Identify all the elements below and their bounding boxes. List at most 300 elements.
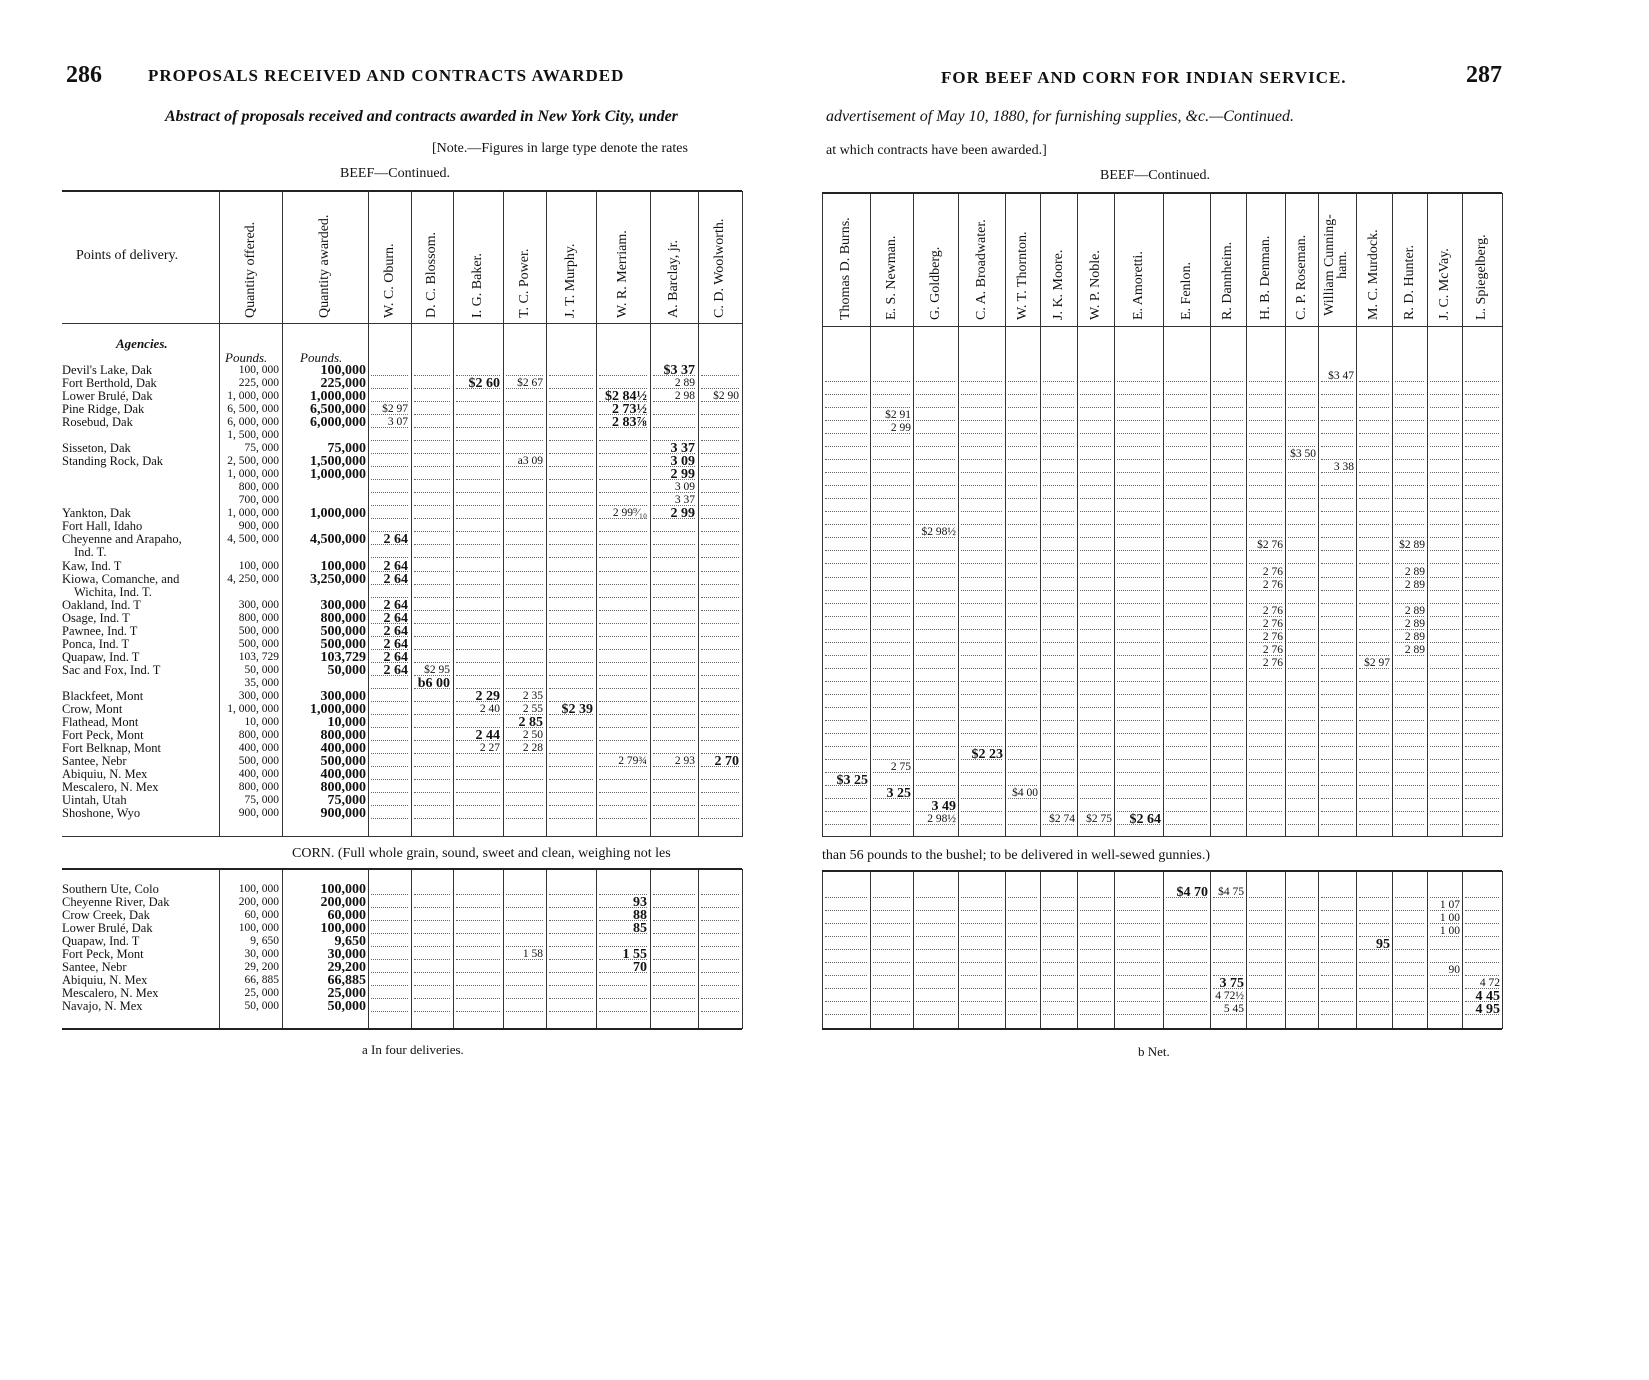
leader-dots [1213,746,1243,747]
right-col-rule [1246,871,1247,1029]
leader-dots [1043,563,1074,564]
leader-dots [414,636,450,637]
right-col-rule [822,871,823,1029]
leader-dots [506,998,543,999]
left-col-rule [453,869,454,1029]
agencies-label: Agencies. [116,336,168,351]
leader-dots [1166,681,1207,682]
leader-dots [1321,577,1353,578]
beef-bid-rate: 2 64 [383,532,408,547]
leader-dots [1080,772,1111,773]
left-col-rule [650,869,651,1029]
leader-dots [371,597,408,598]
leader-dots [371,946,408,947]
leader-dots [1395,603,1424,604]
left-col-rule [368,191,369,837]
leader-dots [1080,910,1111,911]
left-column-header: A. Barclay, jr. [666,239,681,318]
leader-dots [1359,811,1389,812]
leader-dots [1395,1014,1424,1015]
leader-dots [873,936,910,937]
beef-bid-rate: $3 50 [1290,448,1316,460]
leader-dots [1008,746,1037,747]
leader-dots [506,544,543,545]
leader-dots [456,479,500,480]
leader-dots [916,446,955,447]
leader-dots [1321,910,1353,911]
pounds-label-offered: Pounds. [225,350,268,365]
leader-dots [1321,897,1353,898]
leader-dots [506,701,543,702]
leader-dots [414,740,450,741]
corn-point-of-delivery: Cheyenne River, Dak [62,895,170,909]
leader-dots [1321,629,1353,630]
leader-dots [1117,563,1160,564]
leader-dots [506,688,543,689]
leader-dots [1430,407,1459,408]
leader-dots [371,766,408,767]
beef-point-of-delivery: Quapaw, Ind. T [62,650,140,664]
leader-dots [1249,498,1282,499]
leader-dots [1043,420,1074,421]
leader-dots [549,740,593,741]
leader-dots [599,414,647,415]
beef-quantity-offered: 800, 000 [238,781,279,793]
leader-dots [961,550,1002,551]
leader-dots [653,985,695,986]
leader-dots [1249,772,1282,773]
left-col-rule [596,191,597,837]
leader-dots [873,498,910,499]
corn-quantity-offered: 66, 885 [244,974,279,986]
leader-dots [1043,720,1074,721]
leader-dots [506,518,543,519]
leader-dots [414,805,450,806]
leader-dots [599,505,647,506]
leader-dots [653,894,695,895]
leader-dots [1080,1014,1111,1015]
leader-dots [506,714,543,715]
leader-dots [371,727,408,728]
leader-dots [599,518,647,519]
right-col-rule [1356,193,1357,837]
leader-dots [653,636,695,637]
leader-dots [1008,681,1037,682]
leader-dots [1166,590,1207,591]
leader-dots [1117,988,1160,989]
leader-dots [506,792,543,793]
leader-dots [1213,785,1243,786]
leader-dots [701,985,739,986]
leader-dots [599,805,647,806]
corn-quantity-awarded: 9,650 [334,934,366,949]
leader-dots [825,407,867,408]
leader-dots [1117,923,1160,924]
leader-dots [549,818,593,819]
leader-dots [549,518,593,519]
leader-dots [1117,577,1160,578]
leader-dots [701,531,739,532]
leader-dots [1249,407,1282,408]
leader-dots [701,492,739,493]
leader-dots [456,375,500,376]
leader-dots [961,897,1002,898]
leader-dots [916,381,955,382]
right-table-bottom-rule [822,1028,1502,1030]
beef-bid-rate: 2 44 [475,728,500,743]
leader-dots [1043,550,1074,551]
left-footnote: a In four deliveries. [362,1042,464,1057]
leader-dots [1166,459,1207,460]
beef-bid-rate: 3 37 [670,441,695,456]
left-header-rule [62,323,742,324]
leader-dots [414,818,450,819]
leader-dots [961,420,1002,421]
leader-dots [653,727,695,728]
right-col-rule [870,193,871,837]
leader-dots [701,597,739,598]
leader-dots [371,557,408,558]
leader-dots [1213,563,1243,564]
leader-dots [916,590,955,591]
leader-dots [1166,962,1207,963]
leader-dots [825,394,867,395]
corn-quantity-awarded: 200,000 [320,895,366,910]
leader-dots [961,910,1002,911]
leader-dots [1117,910,1160,911]
leader-dots [1080,381,1111,382]
leader-dots [916,550,955,551]
leader-dots [599,818,647,819]
leader-dots [549,714,593,715]
beef-quantity-awarded: 1,000,000 [310,389,366,404]
leader-dots [549,544,593,545]
leader-dots [1008,772,1037,773]
leader-dots [873,1001,910,1002]
leader-dots [825,707,867,708]
leader-dots [549,440,593,441]
leader-dots [456,571,500,572]
leader-dots [1043,975,1074,976]
beef-quantity-offered: 4, 500, 000 [227,533,279,545]
leader-dots [961,524,1002,525]
leader-dots [1166,694,1207,695]
leader-dots [506,740,543,741]
leader-dots [414,766,450,767]
leader-dots [456,946,500,947]
leader-dots [1430,433,1459,434]
leader-dots [1213,798,1243,799]
leader-dots [916,936,955,937]
leader-dots [873,394,910,395]
leader-dots [1321,420,1353,421]
leader-dots [1430,420,1459,421]
leader-dots [701,688,739,689]
leader-dots [1288,759,1315,760]
leader-dots [1395,394,1424,395]
right-column-header: C. A. Broadwater. [973,219,989,320]
leader-dots [1043,655,1074,656]
leader-dots [1080,681,1111,682]
leader-dots [549,427,593,428]
beef-quantity-offered: 1, 000, 000 [227,390,279,402]
leader-dots [1465,433,1499,434]
leader-dots [549,597,593,598]
beef-quantity-awarded: 225,000 [320,376,366,391]
leader-dots [1321,772,1353,773]
leader-dots [1288,394,1315,395]
leader-dots [1166,910,1207,911]
beef-quantity-awarded: 103,729 [320,650,366,665]
beef-bid-rate: 2 76 [1262,618,1283,630]
leader-dots [1465,381,1499,382]
leader-dots [1395,785,1424,786]
leader-dots [1465,446,1499,447]
leader-dots [1359,733,1389,734]
leader-dots [1288,616,1315,617]
leader-dots [961,824,1002,825]
leader-dots [825,642,867,643]
beef-point-of-delivery: Mescalero, N. Mex [62,780,159,794]
leader-dots [916,603,955,604]
corn-bid-rate: $4 70 [1176,885,1208,900]
beef-bid-rate: $2 67 [517,377,543,389]
leader-dots [456,818,500,819]
beef-bid-rate: 3 49 [931,799,956,814]
leader-dots [1430,459,1459,460]
leader-dots [599,920,647,921]
leader-dots [506,597,543,598]
leader-dots [873,962,910,963]
leader-dots [1213,811,1243,812]
beef-bid-rate: 2 28 [522,742,543,754]
leader-dots [916,472,955,473]
leader-dots [1117,537,1160,538]
leader-dots [961,616,1002,617]
leader-dots [1213,962,1243,963]
leader-dots [1321,407,1353,408]
beef-bid-rate: $2 98½ [921,526,956,538]
leader-dots [916,1001,955,1002]
beef-bid-rate: 2 89 [1404,618,1425,630]
leader-dots [1117,668,1160,669]
leader-dots [506,753,543,754]
leader-dots [456,388,500,389]
leader-dots [371,518,408,519]
leader-dots [1465,910,1499,911]
corn-bid-rate: 93 [633,895,647,910]
leader-dots [371,818,408,819]
leader-dots [1249,962,1282,963]
leader-dots [916,785,955,786]
leader-dots [549,753,593,754]
beef-bid-rate: $2 60 [468,376,500,391]
leader-dots [371,401,408,402]
leader-dots [1008,707,1037,708]
leader-dots [414,792,450,793]
leader-dots [1288,550,1315,551]
leader-dots [549,557,593,558]
leader-dots [653,972,695,973]
leader-dots [1249,394,1282,395]
beef-quantity-awarded: 100,000 [320,363,366,378]
leader-dots [653,453,695,454]
left-col-rule [282,191,283,837]
leader-dots [1166,498,1207,499]
left-column-header: D. C. Blossom. [424,232,439,318]
beef-point-of-delivery: Osage, Ind. T [62,611,130,625]
left-section-title: BEEF—Continued. [340,166,451,181]
leader-dots [1359,433,1389,434]
beef-quantity-offered: 100, 000 [238,364,279,376]
beef-bid-rate: 3 38 [1333,461,1354,473]
leader-dots [1080,511,1111,512]
leader-dots [1008,433,1037,434]
leader-dots [1043,394,1074,395]
leader-dots [701,662,739,663]
leader-dots [1321,936,1353,937]
beef-point-of-delivery: Crow, Mont [62,702,123,716]
leader-dots [1359,772,1389,773]
leader-dots [599,714,647,715]
leader-dots [414,544,450,545]
leader-dots [1080,616,1111,617]
leader-dots [1465,563,1499,564]
leader-dots [1465,733,1499,734]
leader-dots [873,603,910,604]
leader-dots [371,920,408,921]
corn-quantity-offered: 100, 000 [238,883,279,895]
leader-dots [1008,420,1037,421]
leader-dots [1288,524,1315,525]
leader-dots [1213,577,1243,578]
beef-point-of-delivery: Lower Brulé, Dak [62,389,153,403]
leader-dots [371,492,408,493]
leader-dots [1430,1001,1459,1002]
right-column-header: L. Spiegelberg. [1474,234,1489,320]
leader-dots [653,584,695,585]
leader-dots [1465,962,1499,963]
leader-dots [1249,824,1282,825]
corn-quantity-awarded: 25,000 [327,986,366,1001]
right-column-header: E. S. Newman. [883,235,899,320]
leader-dots [1249,563,1282,564]
leader-dots [1465,642,1499,643]
leader-dots [1288,577,1315,578]
leader-dots [701,907,739,908]
beef-bid-rate: 2 79¾ [618,755,647,767]
corn-bid-rate: 70 [633,960,647,975]
beef-bid-rate: 2 64 [383,559,408,574]
leader-dots [1395,498,1424,499]
leader-dots [1166,563,1207,564]
leader-dots [371,933,408,934]
right-abstract-title: advertisement of May 10, 1880, for furnishing supplies, &c.—Continued. [826,108,1294,125]
leader-dots [414,753,450,754]
leader-dots [1359,629,1389,630]
leader-dots [1288,420,1315,421]
leader-dots [1249,1001,1282,1002]
leader-dots [599,401,647,402]
leader-dots [1166,407,1207,408]
leader-dots [599,610,647,611]
leader-dots [1043,577,1074,578]
leader-dots [916,498,955,499]
corn-point-of-delivery: Crow Creek, Dak [62,908,150,922]
leader-dots [653,818,695,819]
leader-dots [1080,459,1111,460]
right-column-header: R. D. Hunter. [1401,244,1417,320]
leader-dots [1117,616,1160,617]
leader-dots [371,544,408,545]
leader-dots [549,779,593,780]
leader-dots [1430,577,1459,578]
leader-dots [1166,485,1207,486]
leader-dots [1288,923,1315,924]
leader-dots [1321,563,1353,564]
beef-point-of-delivery: Ponca, Ind. T [62,637,130,651]
leader-dots [1043,962,1074,963]
leader-dots [1043,524,1074,525]
leader-dots [1080,936,1111,937]
leader-dots [1117,798,1160,799]
leader-dots [1395,910,1424,911]
leader-dots [701,505,739,506]
leader-dots [873,563,910,564]
leader-dots [701,453,739,454]
leader-dots [653,479,695,480]
leader-dots [599,701,647,702]
leader-dots [701,792,739,793]
leader-dots [414,675,450,676]
leader-dots [961,459,1002,460]
leader-dots [1117,485,1160,486]
leader-dots [1359,988,1389,989]
leader-dots [916,897,955,898]
leader-dots [873,381,910,382]
beef-quantity-awarded: 500,000 [320,637,366,652]
leader-dots [456,649,500,650]
left-col-rule [650,191,651,837]
leader-dots [653,414,695,415]
beef-point-of-delivery: Sac and Fox, Ind. T [62,663,161,677]
leader-dots [1395,459,1424,460]
leader-dots [1249,949,1282,950]
leader-dots [371,584,408,585]
leader-dots [414,649,450,650]
leader-dots [506,557,543,558]
beef-point-of-delivery: Santee, Nebr [62,754,127,768]
leader-dots [506,779,543,780]
leader-dots [1213,616,1243,617]
leader-dots [1043,923,1074,924]
beef-bid-rate: 2 76 [1262,631,1283,643]
leader-dots [916,988,955,989]
leader-dots [549,662,593,663]
beef-point-of-delivery: Rosebud, Dak [62,415,133,429]
leader-dots [1395,407,1424,408]
leader-dots [916,694,955,695]
leader-dots [1395,772,1424,773]
leader-dots [1321,1001,1353,1002]
leader-dots [825,459,867,460]
leader-dots [701,779,739,780]
leader-dots [1008,936,1037,937]
leader-dots [916,394,955,395]
leader-dots [1166,577,1207,578]
leader-dots [456,414,500,415]
leader-dots [961,1001,1002,1002]
